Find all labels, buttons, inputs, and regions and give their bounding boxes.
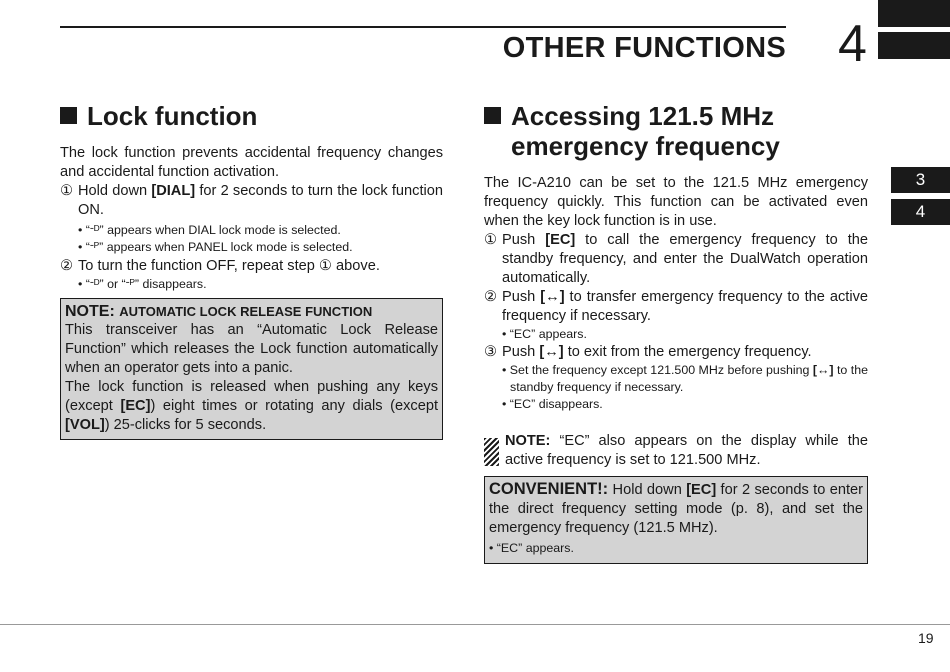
convenient-box: CONVENIENT!: Hold down [EC] for 2 seconds to enter the direct frequency setting mode (p. 8), and set the emergency frequency (121.5 MHz). • “EC” appears.: [484, 476, 868, 564]
section-tab-3[interactable]: 3: [891, 167, 950, 193]
emergency-bullet-ec-disappears: • “EC” disappears.: [502, 397, 603, 411]
emergency-section: [484, 101, 868, 564]
lock-bullet-dial: • “ᱼᴰ” appears when DIAL lock mode is selected.: [78, 223, 341, 237]
emergency-heading: Accessing 121.5 MHz: [484, 101, 868, 131]
chapter-title: OTHER FUNCTIONS: [502, 32, 786, 64]
lock-bullet-panel: • “ᱼᴾ” appears when PANEL lock mode is selected.: [78, 240, 353, 254]
lock-section: [60, 101, 443, 440]
lock-bullet-off: • “ᱼᴰ” or “ᱼᴾ” disappears.: [78, 277, 207, 291]
section-tab-4[interactable]: 4: [891, 199, 950, 225]
chapter-number: 4: [838, 15, 867, 73]
square-bullet-icon: [60, 107, 77, 124]
lock-intro: The lock function prevents accidental frequency changes and accidental function activation.: [60, 145, 443, 180]
lock-step-2: ② To turn the function OFF, repeat step ① above.: [60, 258, 380, 274]
note-auto-lock-release: [60, 298, 443, 440]
convenient-bullet: • “EC” appears.: [489, 541, 574, 555]
note-paragraph-2: The lock function is released when pushing any keys (except [EC]) eight times or rotating any dials (except [VOL]) 25-clicks for 5 seconds.: [65, 379, 438, 433]
dial-key-label: [DIAL]: [151, 183, 196, 199]
note-paragraph-1: This transceiver has an “Automatic Lock Release Function” which releases the Lock function automatically when an operator gets into a panic.: [65, 322, 438, 376]
note-label: NOTE:: [65, 303, 115, 320]
emergency-note: NOTE: “EC” also appears on the display while the active frequency is set to 121.500 MHz.: [484, 432, 868, 470]
emergency-bullet-set-frequency: • Set the frequency except 121.500 MHz before pushing [↔] to the standby frequency if necessary.: [502, 363, 868, 394]
convenient-label: CONVENIENT!:: [489, 480, 609, 498]
lock-step-1: ① Hold down [DIAL] for 2 seconds to turn the lock function ON.: [60, 183, 443, 218]
header-bar-bottom: [878, 32, 950, 59]
emergency-step-3: ③ Push [↔] to exit from the emergency frequency.: [484, 344, 812, 360]
transfer-key-label: [↔]: [539, 344, 564, 360]
lock-heading: Lock function: [60, 101, 443, 131]
emergency-step-1: ① Push [EC] to call the emergency frequency to the standby frequency, and enter the DualWatch operation automatically.: [484, 232, 868, 286]
header-bar-top: [878, 0, 950, 27]
footer-rule: [0, 624, 950, 625]
emergency-bullet-ec-appears: • “EC” appears.: [502, 327, 587, 341]
header-rule: [60, 26, 786, 28]
ec-key-label: [EC]: [545, 232, 576, 248]
emergency-intro: The IC-A210 can be set to the 121.5 MHz emergency frequency quickly. This function can be activated even when the key lock function is in use.: [484, 175, 868, 229]
transfer-key-label: [↔]: [540, 289, 565, 305]
emergency-step-2: ② Push [↔] to transfer emergency frequency to the active frequency if necessary.: [484, 289, 868, 324]
emergency-heading-line2: emergency frequency: [511, 131, 780, 161]
note-hatch-icon: [484, 438, 499, 466]
square-bullet-icon: [484, 107, 501, 124]
page-number: 19: [918, 630, 934, 646]
note-title: AUTOMATIC LOCK RELEASE FUNCTION: [119, 304, 373, 319]
